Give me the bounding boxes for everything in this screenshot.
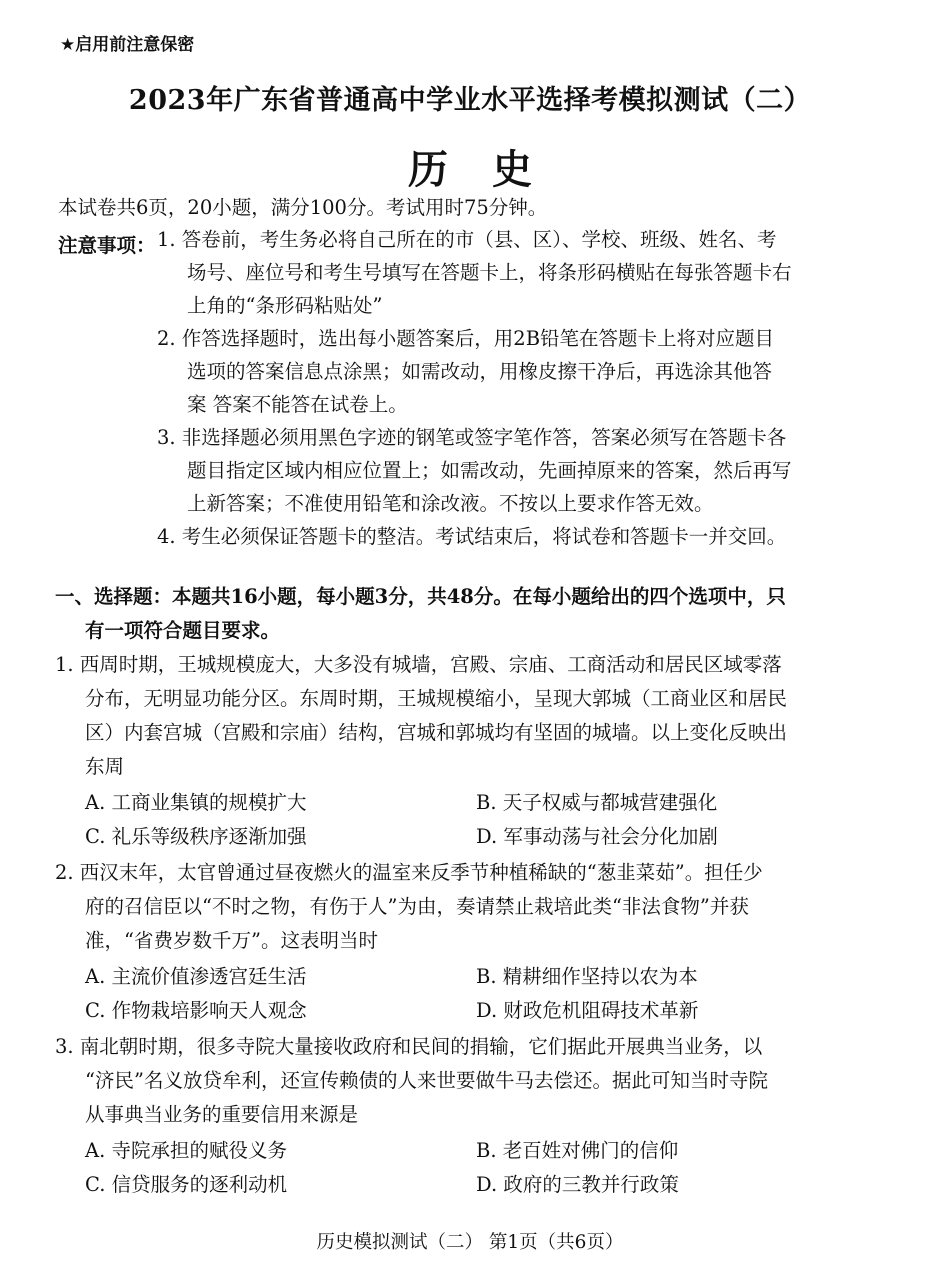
question-3-option-d: D. 政府的三教并行政策	[476, 1173, 679, 1196]
section-heading-line-1: 一、选择题：本题共16小题，每小题3分，共48分。在每小题给出的四个选项中，只	[55, 585, 786, 608]
question-1-line-4: 东周	[85, 755, 125, 778]
question-3-option-c: C. 信贷服务的逐利动机	[85, 1173, 288, 1196]
notice-item-1-line-3: 上角的“条形码粘贴处”	[187, 294, 383, 317]
question-2-option-d: D. 财政危机阻碍技术革新	[476, 999, 699, 1022]
question-2-line-3: 准，“省费岁数千万”。这表明当时	[85, 929, 378, 952]
question-1-line-1: 1. 西周时期，王城规模庞大，大多没有城墙，宫殿、宗庙、工商活动和居民区域零落	[55, 653, 782, 676]
question-1-line-2: 分布，无明显功能分区。东周时期，王城规模缩小，呈现大郭城（工商业区和居民	[85, 687, 788, 710]
question-1-option-d: D. 军事动荡与社会分化加剧	[476, 825, 718, 848]
question-2-option-b: B. 精耕细作坚持以农为本	[476, 965, 698, 988]
subject-title: 历史	[408, 146, 576, 193]
question-3-line-1: 3. 南北朝时期，很多寺院大量接收政府和民间的捐输，它们据此开展典当业务，以	[55, 1035, 763, 1058]
notice-item-4-line-1: 4. 考生必须保证答题卡的整洁。考试结束后，将试卷和答题卡一并交回。	[157, 525, 787, 548]
question-3-option-a: A. 寺院承担的赋役义务	[85, 1139, 287, 1162]
notice-item-3-line-1: 3. 非选择题必须用黑色字迹的钢笔或签字笔作答，答案必须写在答题卡各	[157, 426, 787, 449]
question-2-line-1: 2. 西汉末年，太官曾通过昼夜燃火的温室来反季节种植稀缺的“葱韭菜茹”。担任少	[55, 861, 763, 884]
question-3-option-b: B. 老百姓对佛门的信仰	[476, 1139, 679, 1162]
question-1-option-a: A. 工商业集镇的规模扩大	[85, 791, 307, 814]
question-1-line-3: 区）内套宫城（宫殿和宗庙）结构，宫城和郭城均有坚固的城墙。以上变化反映出	[85, 721, 788, 744]
notice-item-2-line-1: 2. 作答选择题时，选出每小题答案后，用2B铅笔在答题卡上将对应题目	[157, 327, 775, 350]
confidential-notice: ★启用前注意保密	[60, 35, 195, 55]
question-1-option-b: B. 天子权威与都城营建强化	[476, 791, 718, 814]
notice-item-1-line-1: 1. 答卷前，考生务必将自己所在的市（县、区）、学校、班级、姓名、考	[157, 228, 777, 251]
notice-item-2-line-2: 选项的答案信息点涂黑；如需改动，用橡皮擦干净后，再选涂其他答	[187, 360, 773, 383]
section-heading-line-2: 有一项符合题目要求。	[85, 619, 281, 642]
question-2-option-a: A. 主流价值渗透宫廷生活	[85, 965, 307, 988]
notice-label: 注意事项：	[58, 234, 156, 257]
question-1-option-c: C. 礼乐等级秩序逐渐加强	[85, 825, 307, 848]
question-3-line-2: “济民”名义放贷牟利，还宣传赖债的人来世要做牛马去偿还。据此可知当时寺院	[85, 1069, 768, 1092]
question-3-line-3: 从事典当业务的重要信用来源是	[85, 1103, 359, 1126]
exam-title: 2023年广东省普通高中学业水平选择考模拟测试（二）	[128, 85, 812, 116]
notice-item-2-line-3: 案 答案不能答在试卷上。	[187, 393, 408, 416]
exam-intro: 本试卷共6页，20小题，满分100分。考试用时75分钟。	[58, 196, 548, 219]
notice-item-1-line-2: 场号、座位号和考生号填写在答题卡上，将条形码横贴在每张答题卡右	[187, 261, 792, 284]
question-2-option-c: C. 作物栽培影响天人观念	[85, 999, 307, 1022]
question-2-line-2: 府的召信臣以“不时之物，有伤于人”为由，奏请禁止栽培此类“非法食物”并获	[85, 895, 749, 918]
page-footer: 历史模拟测试（二） 第1页（共6页）	[316, 1232, 624, 1253]
notice-item-3-line-2: 题目指定区域内相应位置上；如需改动，先画掉原来的答案，然后再写	[187, 459, 792, 482]
notice-item-3-line-3: 上新答案；不准使用铅笔和涂改液。不按以上要求作答无效。	[187, 492, 714, 515]
